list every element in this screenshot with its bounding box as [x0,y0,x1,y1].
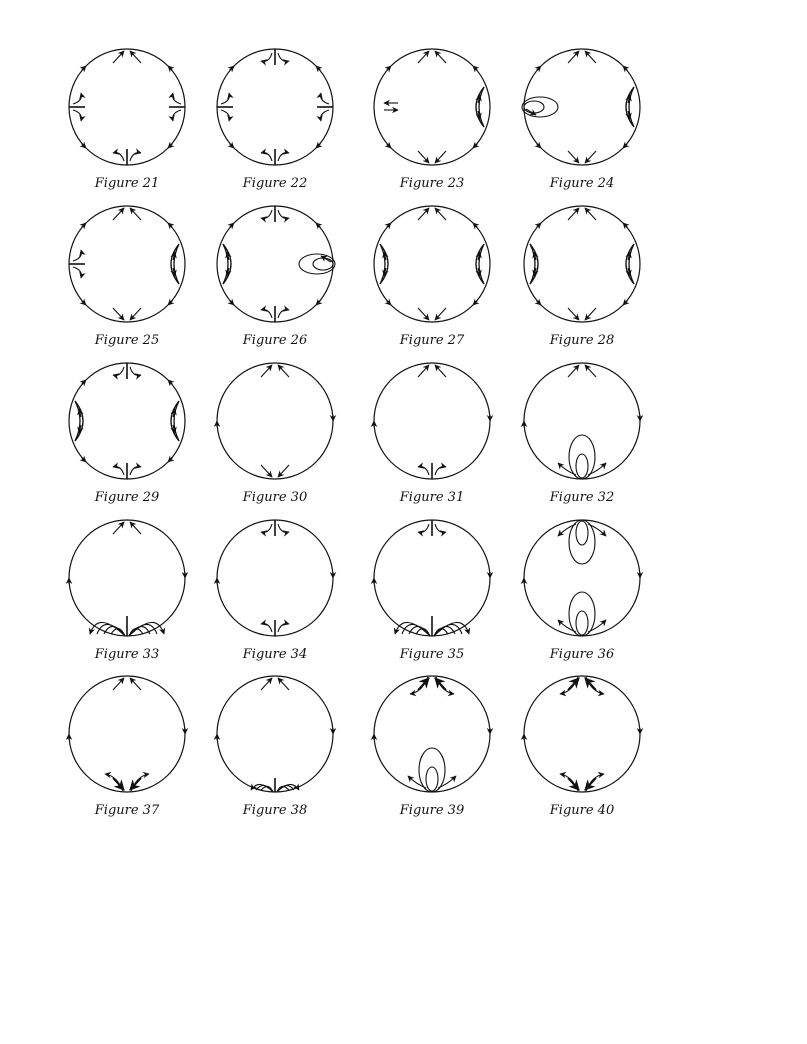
boundary-circle [217,520,333,636]
figure-37 [69,676,185,818]
cusp-stroke [435,308,446,320]
cusp-stroke [130,678,141,690]
cusp-stroke [113,51,124,63]
cusp-stroke [418,151,429,163]
boundary-circle [217,206,333,322]
boundary-arrow [537,66,541,70]
cusp-stroke [568,365,579,377]
figure-caption: Figure 32 [549,490,615,505]
boundary-circle [374,49,490,165]
petal-inner [576,454,588,478]
hyperbolic-sector [380,244,388,284]
cusp-stroke [261,678,272,690]
figure-25 [69,206,185,348]
cusp-stroke [418,208,429,220]
boundary-arrow [316,66,320,70]
cusp-stroke [261,365,272,377]
sep-arrow [261,53,272,61]
figure-caption: Figure 31 [399,490,465,505]
boundary-arrow [316,144,320,148]
figure-caption: Figure 21 [94,176,160,191]
sep-arrow [278,53,289,61]
figure-caption: Figure 26 [242,333,308,348]
boundary-arrow [623,144,627,148]
cusp-stroke [113,208,124,220]
cusp-stroke [435,208,446,220]
sep-arrow [435,467,446,475]
boundary-arrow [623,66,627,70]
boundary-arrow [82,458,86,462]
figure-caption: Figure 35 [399,647,465,662]
figure-34 [217,520,333,662]
boundary-circle [524,49,640,165]
cusp-stroke [418,365,429,377]
boundary-arrow [230,223,234,227]
boundary-circle [217,676,333,792]
boundary-arrow [537,223,541,227]
sep-arrow [278,624,289,632]
cusp-stroke [418,308,429,320]
cusp-stroke [278,465,289,477]
petal-outer [569,592,595,636]
sep-arrow [418,467,429,475]
petal-outer [569,520,595,564]
boundary-arrow [473,301,477,305]
sep-arrow [73,250,81,261]
figure-caption: Figure 40 [549,803,615,818]
figure-caption: Figure 24 [549,176,615,191]
boundary-circle [374,676,490,792]
boundary-arrow [387,223,391,227]
hyperbolic-sector [223,244,231,284]
boundary-arrow [316,301,320,305]
sep-arrow [321,110,329,121]
boundary-arrow [168,301,172,305]
hyperbolic-sector [476,244,484,284]
elliptic-loop [522,97,558,117]
boundary-circle [217,49,333,165]
sep-arrow [278,210,289,218]
boundary-circle [69,676,185,792]
hyperbolic-sector [171,244,179,284]
figure-21 [69,49,185,191]
figure-caption: Figure 28 [549,333,615,348]
boundary-arrow [168,458,172,462]
cusp-stroke [130,522,141,534]
sep-arrow [321,93,329,104]
sep-arrow [261,153,272,161]
sep-arrow [173,93,181,104]
hyperbolic-sector [626,87,634,127]
boundary-arrow [473,144,477,148]
figure-31 [374,363,490,505]
cusp-stroke [261,465,272,477]
cusp-stroke [435,51,446,63]
boundary-arrow [168,223,172,227]
boundary-arrow [473,223,477,227]
cusp-stroke [585,308,596,320]
cusp-stroke [113,308,124,320]
boundary-arrow [316,223,320,227]
boundary-circle [524,520,640,636]
cusp-stroke [585,151,596,163]
petal-inner [576,611,588,635]
cusp-stroke [130,308,141,320]
boundary-arrow [387,66,391,70]
sep-arrow [261,624,272,632]
boundary-arrow [82,223,86,227]
cusp-stroke [585,365,596,377]
boundary-arrow [168,144,172,148]
sep-arrow [261,310,272,318]
boundary-arrow [537,301,541,305]
sep-arrow [261,524,272,532]
elliptic-loop-inner [524,101,544,113]
cusp-stroke [585,51,596,63]
figure-27 [374,206,490,348]
hyperbolic-sector [171,401,179,441]
boundary-circle [524,363,640,479]
cusp-stroke [278,365,289,377]
cusp-stroke [568,308,579,320]
boundary-arrow [82,380,86,384]
boundary-circle [69,49,185,165]
sep-arrow [73,110,81,121]
sep-arrow [73,93,81,104]
figure-caption: Figure 38 [242,803,308,818]
boundary-arrow [168,380,172,384]
figure-caption: Figure 25 [94,333,160,348]
petal-inner [426,767,438,791]
boundary-arrow [168,66,172,70]
sep-arrow [221,93,229,104]
figure-caption: Figure 23 [399,176,465,191]
boundary-arrow [537,144,541,148]
figure-caption: Figure 34 [242,647,308,662]
sep-arrow [278,153,289,161]
boundary-arrow [82,144,86,148]
figure-caption: Figure 37 [94,803,160,818]
figure-24 [522,49,640,191]
boundary-arrow [230,144,234,148]
figure-23 [374,49,490,191]
boundary-circle [374,206,490,322]
boundary-arrow [623,223,627,227]
sep-arrow [278,524,289,532]
cusp-stroke [568,51,579,63]
figure-38 [217,676,333,818]
cusp-stroke [418,51,429,63]
sep-arrow [130,367,141,375]
figure-29 [69,363,185,505]
figure-30 [217,363,333,505]
figure-caption: Figure 39 [399,803,465,818]
cusp-stroke [130,208,141,220]
cusp-stroke [568,208,579,220]
cusp-stroke [435,365,446,377]
sep-arrow [130,153,141,161]
hyperbolic-sector [476,87,484,127]
cusp-stroke [435,151,446,163]
boundary-circle [69,363,185,479]
sep-arrow [130,467,141,475]
figure-caption: Figure 22 [242,176,308,191]
figure-caption: Figure 33 [94,647,160,662]
figure-39 [374,676,490,818]
figure-35 [374,520,490,662]
boundary-arrow [387,301,391,305]
cusp-stroke [113,522,124,534]
cusp-stroke [568,151,579,163]
sep-arrow [261,210,272,218]
boundary-arrow [230,301,234,305]
boundary-arrow [82,301,86,305]
boundary-arrow [623,301,627,305]
figure-22 [217,49,333,191]
figure-33 [69,520,185,662]
boundary-circle [524,676,640,792]
elliptic-loop [299,254,335,274]
figure-26 [217,206,335,348]
hyperbolic-sector [530,244,538,284]
cusp-stroke [130,51,141,63]
sep-arrow [278,310,289,318]
figure-caption: Figure 29 [94,490,160,505]
petal-outer [569,435,595,479]
hyperbolic-sector [75,401,83,441]
petal-inner [576,521,588,545]
sep-arrow [113,367,124,375]
elliptic-loop-inner [313,258,333,270]
figure-caption: Figure 36 [549,647,615,662]
sep-arrow [113,467,124,475]
boundary-arrow [473,66,477,70]
sep-arrow [173,110,181,121]
sep-arrow [113,153,124,161]
figure-40 [524,676,640,818]
sep-arrow [435,524,446,532]
hyperbolic-sector [626,244,634,284]
boundary-circle [69,206,185,322]
figure-28 [524,206,640,348]
figure-36 [524,520,640,662]
boundary-circle [374,363,490,479]
boundary-arrow [387,144,391,148]
boundary-arrow [230,66,234,70]
sep-arrow [221,110,229,121]
sep-arrow [418,524,429,532]
figure-caption: Figure 30 [242,490,308,505]
boundary-arrow [82,66,86,70]
cusp-stroke [278,678,289,690]
boundary-circle [217,363,333,479]
cusp-stroke [585,208,596,220]
cusp-stroke [113,678,124,690]
figure-32 [524,363,640,505]
petal-outer [419,748,445,792]
sep-arrow [73,267,81,278]
boundary-circle [524,206,640,322]
figure-caption: Figure 27 [399,333,465,348]
